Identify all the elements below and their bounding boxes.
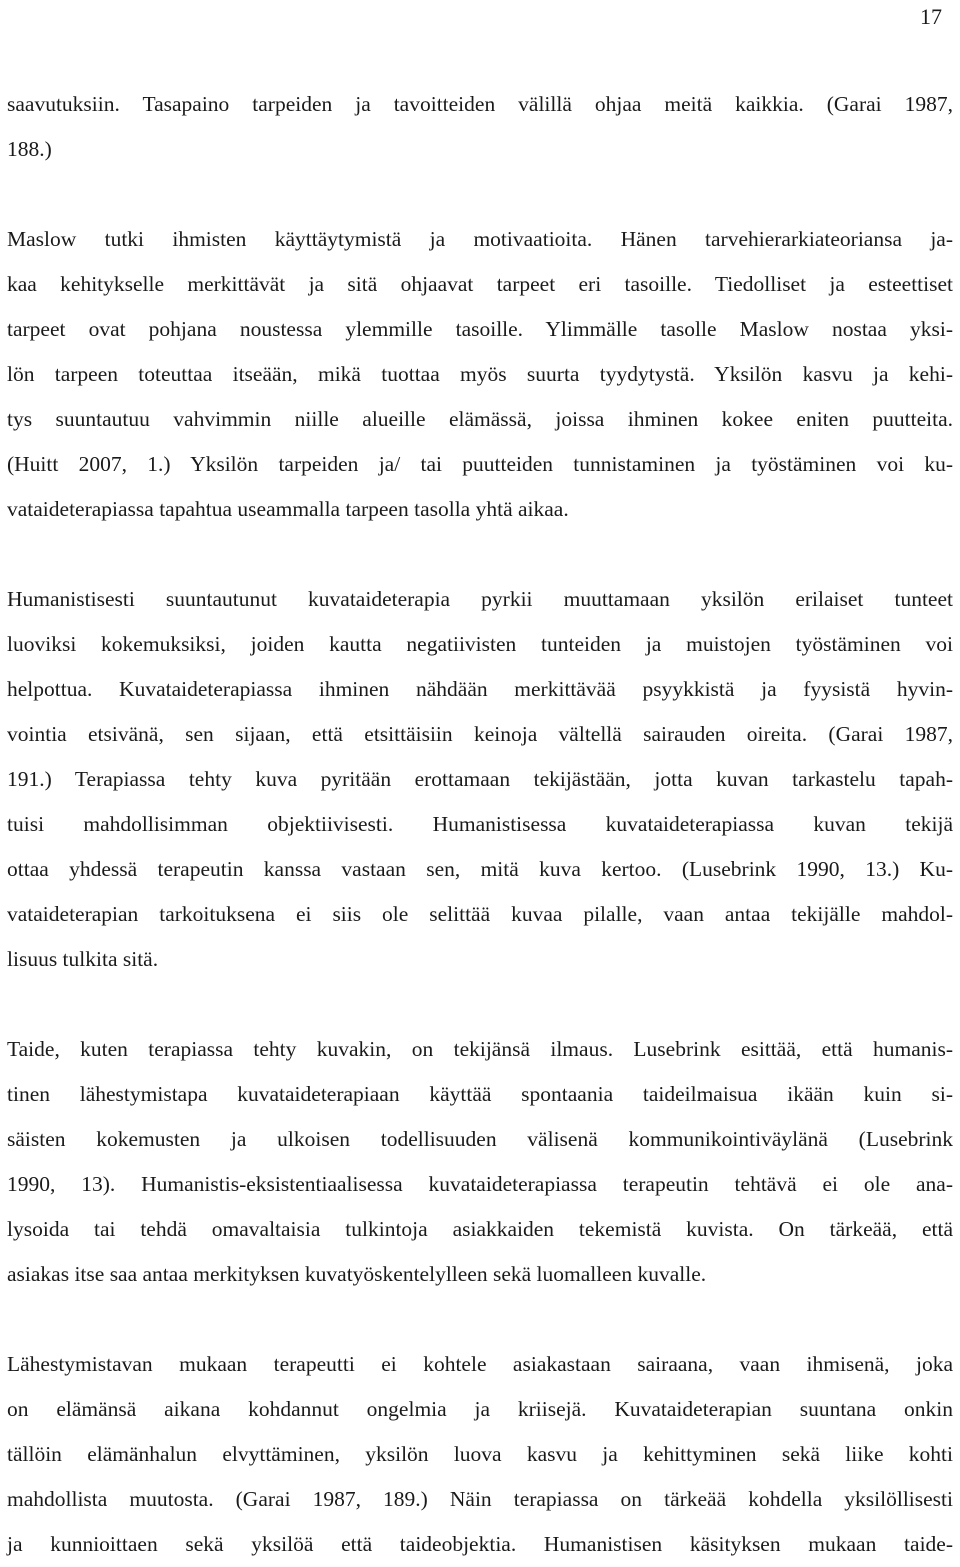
text-line: tarpeet ovat pohjana noustessa ylemmille tasoille. Ylimmälle tasolle Maslow nostaa yksi-: [7, 317, 953, 341]
text-line: (Huitt 2007, 1.) Yksilön tarpeiden ja/ tai puutteiden tunnistaminen ja työstäminen voi ku-: [7, 452, 953, 476]
text-line: vataideterapiassa tapahtua useammalla tarpeen tasolla yhtä aikaa.: [7, 497, 569, 521]
text-line: luoviksi kokemuksiksi, joiden kautta negatiivisten tunteiden ja muistojen työstäminen voi: [7, 632, 953, 656]
paragraph-3: [7, 577, 953, 982]
text-line: ja kunnioittaen sekä yksilöä että taideobjektia. Humanistisen käsityksen mukaan taide-: [7, 1532, 953, 1556]
text-line: 1990, 13). Humanistis-eksistentiaalisessa kuvataideterapiassa terapeutin tehtävä ei ole ana-: [7, 1172, 953, 1196]
text-line: saavutuksiin. Tasapaino tarpeiden ja tavoitteiden välillä ohjaa meitä kaikkia. (Garai 1987,: [7, 92, 953, 116]
text-line: on elämänsä aikana kohdannut ongelmia ja kriisejä. Kuvataideterapian suuntana onkin: [7, 1397, 953, 1421]
text-line: tuisi mahdollisimman objektiivisesti. Humanistisessa kuvataideterapiassa kuvan tekijä: [7, 812, 953, 836]
document-body: [7, 82, 953, 1567]
text-line: mahdollista muutosta. (Garai 1987, 189.) Näin terapiassa on tärkeää kohdella yksilöllisesti: [7, 1487, 953, 1511]
text-line: Humanistisesti suuntautunut kuvataideterapia pyrkii muuttamaan yksilön erilaiset tunteet: [7, 587, 953, 611]
text-line: lön tarpeen toteuttaa itseään, mikä tuottaa myös suurta tyydytystä. Yksilön kasvu ja kehi-: [7, 362, 953, 386]
text-line: lysoida tai tehdä omavaltaisia tulkintoja asiakkaiden tekemistä kuvista. On tärkeää, että: [7, 1217, 953, 1241]
text-line: asiakas itse saa antaa merkityksen kuvatyöskentelylleen sekä luomalleen kuvalle.: [7, 1262, 707, 1286]
text-line: Taide, kuten terapiassa tehty kuvakin, on tekijänsä ilmaus. Lusebrink esittää, että humanis-: [7, 1037, 953, 1061]
text-line: säisten kokemusten ja ulkoisen todellisuuden välisenä kommunikointiväylänä (Lusebrink: [7, 1127, 953, 1151]
text-line: tinen lähestymistapa kuvataideterapiaan käyttää spontaania taideilmaisua ikään kuin si-: [7, 1082, 953, 1106]
text-line: 191.) Terapiassa tehty kuva pyritään erottamaan tekijästään, jotta kuvan tarkastelu tapah-: [7, 767, 953, 791]
text-line: vataideterapian tarkoituksena ei siis ole selittää kuvaa pilalle, vaan antaa tekijälle mahdol-: [7, 902, 953, 926]
paragraph-4: [7, 1027, 953, 1297]
text-line: Lähestymistavan mukaan terapeutti ei kohtele asiakastaan sairaana, vaan ihmisenä, joka: [7, 1352, 953, 1376]
text-line: helpottua. Kuvataideterapiassa ihminen nähdään merkittävää psyykkistä ja fyysistä hyvin-: [7, 677, 953, 701]
text-line: lisuus tulkita sitä.: [7, 947, 159, 971]
page-number: 17: [920, 4, 942, 29]
text-line: tys suuntautuu vahvimmin niille alueille elämässä, joissa ihminen kokee eniten puutteita.: [7, 407, 953, 431]
text-line: vointia etsivänä, sen sijaan, että etsittäisiin keinoja vältellä sairauden oireita. (Garai 1987,: [7, 722, 953, 746]
paragraph-1: [7, 82, 953, 172]
text-line: kaa kehitykselle merkittävät ja sitä ohjaavat tarpeet eri tasoille. Tiedolliset ja esteettiset: [7, 272, 953, 296]
text-line: ottaa yhdessä terapeutin kanssa vastaan sen, mitä kuva kertoo. (Lusebrink 1990, 13.) Ku-: [7, 857, 953, 881]
text-line: tällöin elämänhalun elvyttäminen, yksilön luova kasvu ja kehittyminen sekä liike kohti: [7, 1442, 953, 1466]
paragraph-5: [7, 1342, 953, 1567]
text-line: 188.): [7, 137, 52, 161]
paragraph-2: [7, 217, 953, 532]
text-line: Maslow tutki ihmisten käyttäytymistä ja motivaatioita. Hänen tarvehierarkiateoriansa ja-: [7, 227, 953, 251]
